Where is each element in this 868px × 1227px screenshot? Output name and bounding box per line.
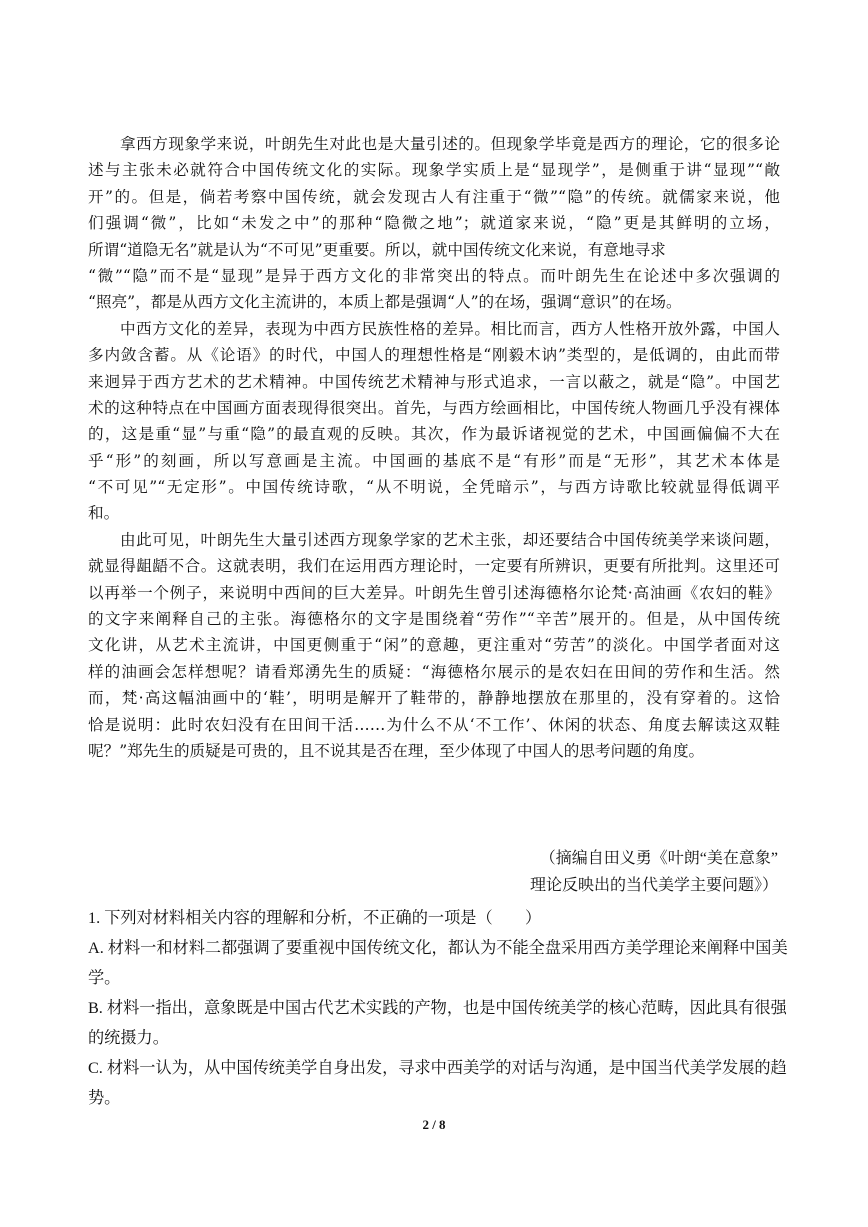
text-line: 以再举一个例子，来说明中西间的巨大差异。叶朗先生曾引述海德格尔论梵·高油画《农妇的鞋》	[88, 583, 780, 602]
text-line: 而，梵·高这幅油画中的‘鞋’，明明是解开了鞋带的，静静地摆放在那里的，没有穿着的。这恰	[88, 689, 780, 708]
text-line: 拿西方现象学来说，叶朗先生对此也是大量引述的。但现象学毕竟是西方的理论，它的很多论	[120, 135, 780, 153]
text-line: 就显得龃龉不合。这就表明，我们在运用西方理论时，一定要有所辨识，更要有所批判。这里还可	[88, 557, 780, 576]
text-line: 开”的。但是，倘若考察中国传统，就会发现古人有注重于“微”“隐”的传统。就儒家来说，他	[88, 187, 780, 206]
text-line: “照亮”，都是从西方文化主流讲的，本质上都是强调“人”的在场，强调“意识”的在场。	[88, 293, 682, 312]
page-number: 2 / 8	[422, 1117, 446, 1132]
text-line: 的文字来阐释自己的主张。海德格尔的文字是围绕着“劳作”“辛苦”展开的。但是，从中国传统	[88, 610, 780, 629]
text-line: 术的这种特点在中国画方面表现得很突出。首先，与西方绘画相比，中国传统人物画几乎没有裸体	[88, 398, 780, 417]
paragraph-3	[88, 527, 780, 765]
text-line: 的，这是重“显”与重“隐”的最直观的反映。其次，作为最诉诸视觉的艺术，中国画偏偏不大在	[88, 425, 780, 444]
text-line: 文化讲，从艺术主流讲，中国更侧重于“闲”的意趣，更注重对“劳苦”的淡化。中国学者面对这	[88, 636, 780, 655]
text-line: 们强调“微”，比如“未发之中”的那种“隐微之地”；就道家来说，“隐”更是其鲜明的立场，	[88, 214, 780, 233]
paragraph-1	[88, 131, 780, 316]
text-line: 恰是说明：此时农妇没有在田间干活……为什么不从‘不工作’、休闲的状态、角度去解读这双鞋	[88, 715, 780, 734]
source-line: （摘编自田义勇《叶朗“美在意象”	[539, 850, 778, 867]
text-line: 由此可见，叶朗先生大量引述西方现象学家的艺术主张，却还要结合中国传统美学来谈问题，	[120, 530, 780, 549]
text-line: 述与主张未必就符合中国传统文化的实际。现象学实质上是“显现学”，是侧重于讲“显现”“敞	[88, 161, 780, 180]
question-stem: 1. 下列对材料相关内容的理解和分析，不正确的一项是（ ）	[88, 909, 542, 927]
option-c	[88, 1053, 787, 1113]
source-citation	[378, 845, 778, 899]
text-line: 呢？”郑先生的质疑是可贵的，且不说其是否在理，至少体现了中国人的思考问题的角度。	[88, 741, 705, 760]
option-line: 学。	[88, 969, 121, 987]
article-body	[88, 131, 780, 764]
text-line: 中西方文化的差异，表现为中西方民族性格的差异。相比而言，西方人性格开放外露，中国人	[120, 319, 780, 338]
option-line: C. 材料一认为，从中国传统美学自身出发，寻求中西美学的对话与沟通，是中国当代美学发展的趋	[88, 1059, 787, 1077]
text-line: “微”“隐”而不是“显现”是异于西方文化的非常突出的特点。而叶朗先生在论述中多次强调的	[88, 266, 780, 285]
option-line: 的统摄力。	[88, 1029, 169, 1047]
text-line: 乎“形”的刻画，所以写意画是主流。中国画的基底不是“有形”而是“无形”，其艺术本体是	[88, 451, 780, 470]
option-line: 势。	[88, 1089, 121, 1107]
text-line: 多内敛含蓄。从《论语》的时代，中国人的理想性格是“刚毅木讷”类型的，是低调的，由此而带	[88, 346, 780, 365]
text-line: 样的油画会怎样想呢？请看郑湧先生的质疑：“海德格尔展示的是农妇在田间的劳作和生活。然	[88, 662, 780, 681]
question-block	[88, 903, 788, 1113]
option-line: B. 材料一指出，意象既是中国古代艺术实践的产物，也是中国传统美学的核心范畴，因此具有很强	[88, 999, 787, 1017]
option-a	[88, 933, 788, 993]
option-b	[88, 993, 787, 1053]
text-line: 来迥异于西方艺术的艺术精神。中国传统艺术精神与形式追求，一言以蔽之，就是“隐”。中国艺	[88, 372, 780, 391]
option-line: A. 材料一和材料二都强调了要重视中国传统文化，都认为不能全盘采用西方美学理论来阐释中国美	[88, 939, 788, 957]
text-line: 和。	[88, 504, 120, 523]
text-line: “不可见”“无定形”。中国传统诗歌，“从不明说，全凭暗示”，与西方诗歌比较就显得低调平	[88, 478, 780, 497]
text-line: 所谓“道隐无名”就是认为“不可见”更重要。所以，就中国传统文化来说，有意地寻求	[88, 240, 666, 259]
paragraph-2	[88, 316, 780, 527]
source-line: 理论反映出的当代美学主要问题》）	[529, 877, 778, 894]
